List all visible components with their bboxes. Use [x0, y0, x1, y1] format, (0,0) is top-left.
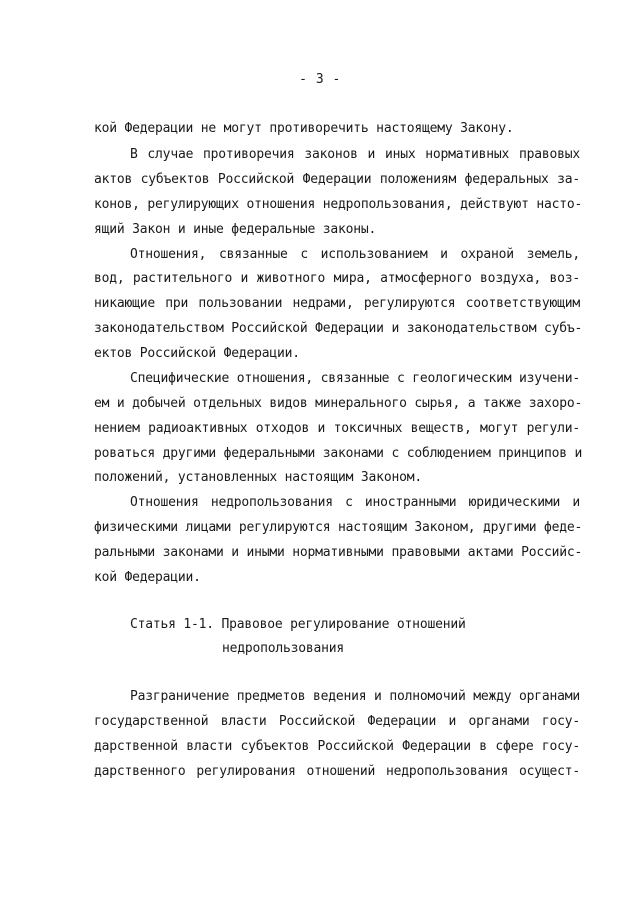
body-line: физическими лицами регулируются настоящим Законом, другими феде- [94, 520, 583, 535]
body-line: ем и добычей отдельных видов минерального сырья, а также захоро- [94, 396, 583, 411]
body-line: актов субъектов Российской Федерации положениям федеральных за- [94, 172, 580, 187]
article-heading: Статья 1-1. Правовое регулирование отношений [130, 617, 466, 632]
article-body-line: государственной власти Российской Федерации и органами госу- [94, 714, 580, 729]
body-line: роваться другими федеральными законами с соблюдением принципов и [94, 446, 583, 461]
article-body-line: дарственной власти субъектов Российской Федерации в сфере госу- [94, 739, 580, 754]
body-line: ектов Российской Федерации. [94, 346, 300, 361]
body-line: ящий Закон и иные федеральные законы. [94, 222, 377, 237]
body-line: ральными законами и иными нормативными правовыми актами Российс- [94, 545, 583, 560]
body-line: положений, установленных настоящим Законом. [94, 470, 422, 485]
body-line: кой Федерации. [94, 570, 201, 585]
body-line: Отношения недропользования с иностранными юридическими и [130, 495, 580, 510]
body-line: Отношения, связанные с использованием и охраной земель, [130, 247, 580, 262]
body-line: В случае противоречия законов и иных нормативных правовых [130, 147, 580, 162]
body-line: кой Федерации не могут противоречить настоящему Закону. [94, 121, 514, 136]
body-line: Специфические отношения, связанные с геологическим изучени- [130, 371, 580, 386]
article-body-line: Разграничение предметов ведения и полномочий между органами [130, 689, 580, 704]
body-line: конов, регулирующих отношения недропользования, действуют насто- [94, 197, 583, 212]
article-heading-continuation: недропользования [222, 641, 345, 656]
page-number: - 3 - [299, 72, 341, 87]
body-line: никающие при пользовании недрами, регулируются соответствующим [94, 296, 580, 311]
body-line: законодательством Российской Федерации и законодательством субъ- [94, 321, 583, 336]
body-line: нением радиоактивных отходов и токсичных веществ, могут регули- [94, 421, 580, 436]
body-line: вод, растительного и животного мира, атмосферного воздуха, воз- [94, 271, 580, 286]
article-body-line: дарственного регулирования отношений недропользования осущест- [94, 764, 580, 779]
